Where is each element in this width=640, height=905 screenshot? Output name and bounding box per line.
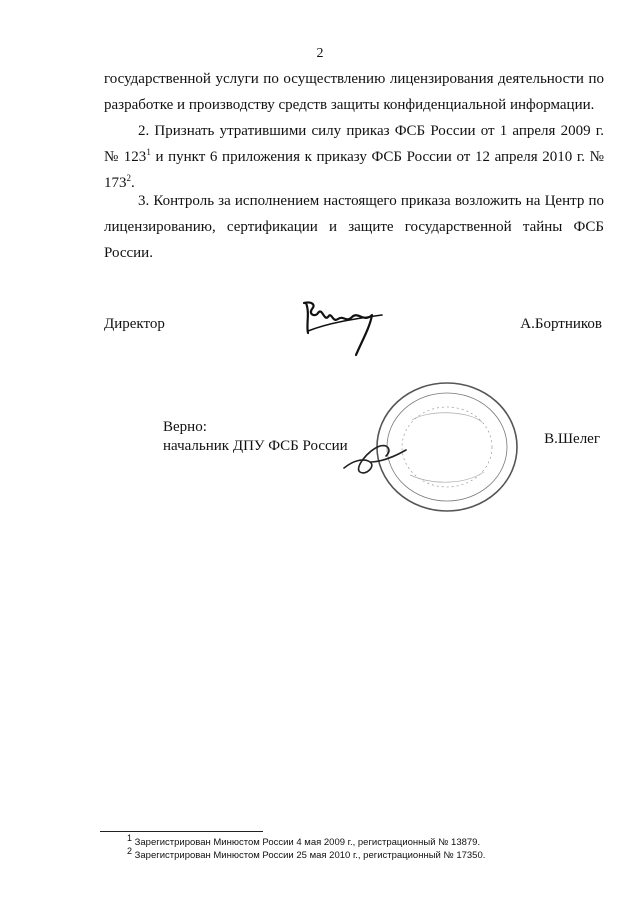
paragraph-2-text-a: 2. Признать утратившими силу приказ ФСБ России от 1 апреля 2009 г. № 123 bbox=[104, 123, 604, 165]
footnote-2 bbox=[127, 845, 486, 861]
certifier-name: В.Шелег bbox=[544, 431, 600, 447]
certifier-signature bbox=[340, 432, 410, 482]
footnote-2-text: Зарегистрирован Минюстом России 25 мая 2010 г., регистрационный № 17350. bbox=[132, 850, 486, 861]
director-signature bbox=[298, 293, 388, 357]
page-number: 2 bbox=[316, 46, 324, 61]
footnote-ref-1: 1 bbox=[146, 147, 151, 157]
signatory-title: Директор bbox=[104, 316, 165, 332]
footnote-2-mark: 2 bbox=[127, 845, 133, 856]
signatory-name: А.Бортников bbox=[520, 316, 602, 332]
paragraph-1: государственной услуги по осуществлению лицензирования деятельности по разработке и производству средств защиты конфиденциальной информации. bbox=[104, 71, 604, 113]
paragraph-2-text-b: и пункт 6 приложения к приказу ФСБ России от 12 апреля 2010 г. № 173 bbox=[104, 149, 604, 191]
footnote-1-mark: 1 bbox=[127, 832, 133, 843]
paragraph-2-end: . bbox=[131, 175, 135, 191]
certification-block bbox=[163, 418, 348, 456]
footnote-1-text: Зарегистрирован Минюстом России 4 мая 2009 г., регистрационный № 13879. bbox=[132, 837, 481, 848]
footnote-1 bbox=[127, 832, 481, 848]
footnote-ref-2: 2 bbox=[126, 173, 131, 183]
paragraph-2 bbox=[104, 118, 604, 196]
verno-label: Верно: bbox=[163, 419, 207, 435]
certifier-position: начальник ДПУ ФСБ России bbox=[163, 438, 348, 454]
footnote-separator bbox=[100, 831, 263, 832]
paragraph-3: 3. Контроль за исполнением настоящего приказа возложить на Центр по лицензированию, сертификации и защите государственной тайны ФСБ России. bbox=[104, 193, 604, 261]
